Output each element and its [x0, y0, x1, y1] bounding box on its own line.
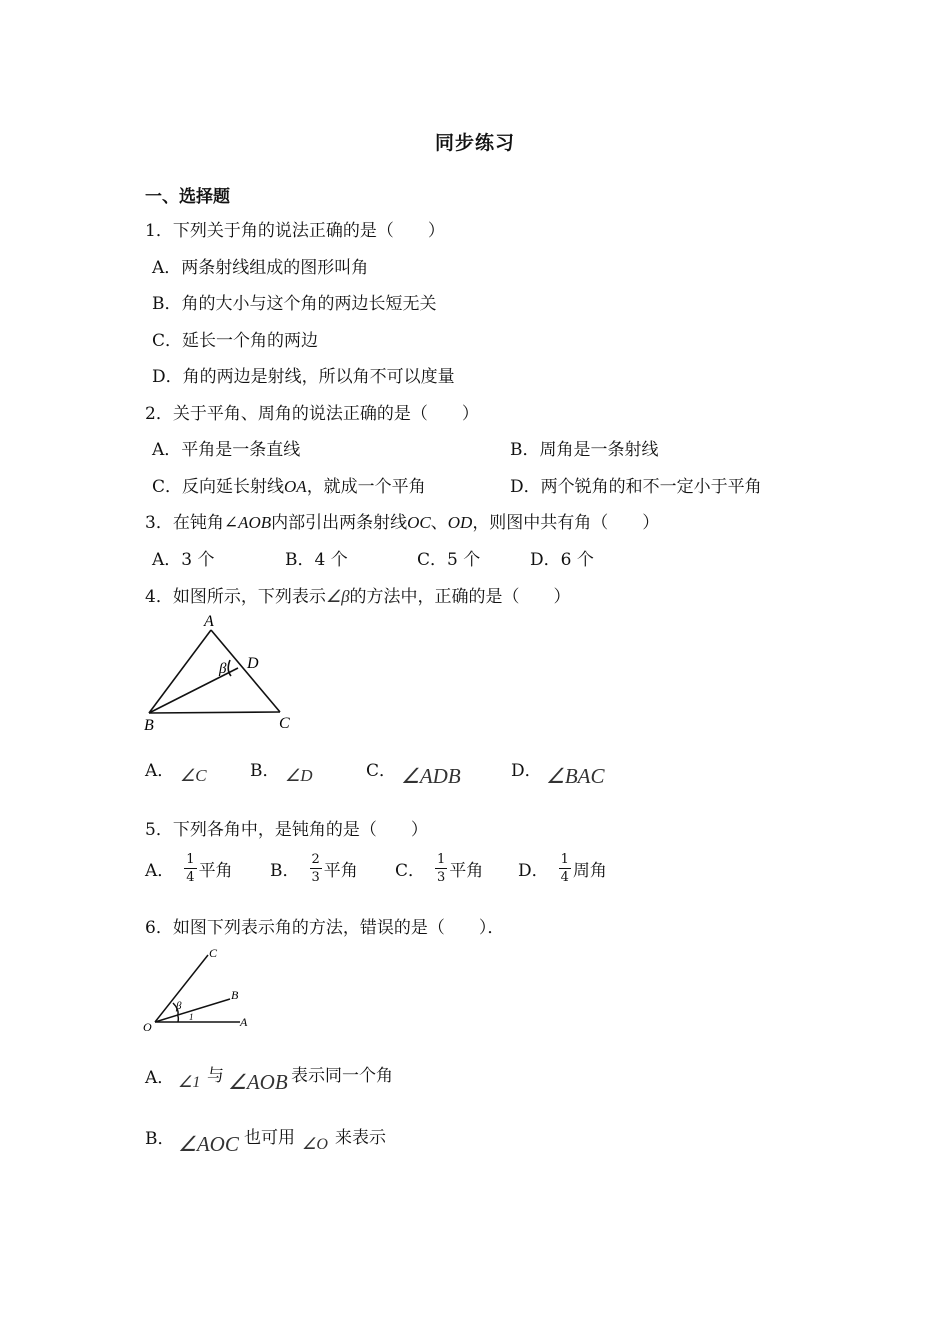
- angle-beta: ∠β: [325, 587, 350, 606]
- q1-option-b[interactable]: B．角的大小与这个角的两边长短无关: [152, 294, 437, 314]
- q4-option-c-value[interactable]: ∠ADB: [401, 764, 461, 788]
- q5-option-a-text: 平角: [198, 861, 233, 881]
- beta-arc: [228, 660, 231, 676]
- q5-option-d-text: 周角: [572, 861, 607, 881]
- q5-option-c-fraction: [435, 853, 447, 884]
- q3-stem-part-c: ，则图中共有角（ ）: [472, 513, 660, 533]
- q6-option-a-text2: 表示同一个角: [291, 1066, 393, 1086]
- q3-option-d[interactable]: D．6 个: [530, 550, 594, 570]
- page-title: 同步练习: [434, 132, 515, 154]
- q4-option-a-value[interactable]: ∠C: [180, 766, 207, 785]
- side-bc: [149, 712, 280, 713]
- q3-option-b[interactable]: B．4 个: [285, 550, 348, 570]
- q2-option-c-text: C．反向延长射线: [152, 477, 285, 497]
- q2-option-a[interactable]: A．平角是一条直线: [152, 440, 301, 460]
- fraction-denominator: 4: [186, 870, 195, 885]
- fraction-numerator: 2: [311, 852, 320, 867]
- q3-option-a[interactable]: A．3 个: [152, 550, 215, 570]
- label-a: A: [240, 1015, 248, 1029]
- q6-stem: 6．如图下列表示角的方法，错误的是（ ）．: [145, 918, 505, 938]
- q3-stem-part-b: 内部引出两条射线: [271, 513, 408, 533]
- q1-stem: 1．下列关于角的说法正确的是（ ）: [145, 221, 445, 241]
- angle-1-arc: [177, 1015, 178, 1022]
- label-b: B: [231, 988, 239, 1002]
- q3-option-c[interactable]: C．5 个: [417, 550, 481, 570]
- q5-option-b-fraction: [310, 853, 322, 884]
- fraction-numerator: 1: [186, 852, 195, 867]
- label-o: O: [143, 1020, 152, 1034]
- q6-option-a-text1: 与: [207, 1066, 224, 1086]
- ray-od: OD: [447, 513, 473, 532]
- fraction-denominator: 3: [311, 870, 320, 885]
- q6-option-a-letter[interactable]: A．: [145, 1068, 175, 1088]
- label-beta: β: [176, 1000, 182, 1012]
- angle-aob: ∠AOB: [223, 513, 272, 532]
- q6-option-b-text2: 来表示: [335, 1128, 386, 1148]
- q5-stem: 5．下列各角中，是钝角的是（ ）: [145, 820, 428, 840]
- q2-option-d[interactable]: D．两个锐角的和不一定小于平角: [510, 477, 762, 497]
- q6-option-b-text1: 也可用: [244, 1128, 295, 1148]
- q2-stem: 2．关于平角、周角的说法正确的是（ ）: [145, 404, 479, 424]
- label-c: C: [209, 946, 218, 960]
- q5-option-a-fraction: [184, 853, 196, 884]
- q6-option-b-angle1: ∠AOC: [178, 1132, 239, 1156]
- q6-option-a-angle2: ∠AOB: [228, 1070, 288, 1094]
- q4-triangle-figure: [140, 610, 310, 735]
- q5-option-c-text: 平角: [449, 861, 484, 881]
- q6-option-b-angle2: ∠O: [302, 1136, 328, 1153]
- q4-option-d-value[interactable]: ∠BAC: [546, 764, 605, 788]
- label-b: B: [144, 717, 154, 734]
- q2-option-c[interactable]: [152, 472, 426, 497]
- ray-oc: OC: [407, 513, 431, 532]
- q5-option-c[interactable]: [395, 853, 483, 884]
- ray-oc-line: [155, 955, 208, 1022]
- q4-stem: [145, 582, 571, 607]
- ray-oa: OA: [284, 477, 307, 496]
- q5-option-c-letter: C．: [395, 861, 426, 881]
- q5-option-d-letter: D．: [518, 861, 549, 881]
- q4-option-d-letter[interactable]: D．: [511, 761, 542, 781]
- label-one: 1: [189, 1012, 194, 1022]
- q4-stem-part-a: 4．如图所示，下列表示: [145, 587, 326, 607]
- q4-option-a-letter[interactable]: A．: [145, 761, 175, 781]
- q2-option-b[interactable]: B．周角是一条射线: [510, 440, 659, 460]
- q4-option-c-letter[interactable]: C．: [366, 761, 397, 781]
- q5-option-b[interactable]: [270, 853, 358, 884]
- fraction-numerator: 1: [437, 852, 446, 867]
- section-heading: 一、选择题: [145, 187, 230, 207]
- q4-option-b-letter[interactable]: B．: [250, 761, 280, 781]
- label-d: D: [247, 655, 259, 672]
- q3-stem-part-a: 3．在钝角: [145, 513, 224, 533]
- q2-option-c-tail: ，就成一个平角: [306, 477, 426, 497]
- side-ab: [149, 630, 211, 713]
- fraction-numerator: 1: [560, 852, 569, 867]
- q6-angle-figure: [140, 943, 260, 1038]
- q6-option-a-angle1: ∠1: [178, 1074, 201, 1091]
- fraction-denominator: 4: [560, 870, 569, 885]
- label-c: C: [279, 715, 290, 732]
- q3-stem: [145, 508, 659, 533]
- label-a: A: [204, 613, 214, 630]
- q4-stem-part-b: 的方法中，正确的是（ ）: [349, 587, 571, 607]
- q5-option-d[interactable]: [518, 853, 607, 884]
- q1-option-a[interactable]: A．两条射线组成的图形叫角: [152, 258, 369, 278]
- q1-option-c[interactable]: C．延长一个角的两边: [152, 331, 319, 351]
- q5-option-b-text: 平角: [323, 861, 358, 881]
- q3-separator: 、: [430, 513, 448, 533]
- q5-option-a-letter: A．: [145, 861, 175, 881]
- label-beta: β: [219, 661, 227, 677]
- q4-option-b-value[interactable]: ∠D: [285, 766, 313, 785]
- q6-option-b-letter[interactable]: B．: [145, 1129, 175, 1149]
- q1-option-d[interactable]: D．角的两边是射线，所以角不可以度量: [152, 367, 455, 387]
- fraction-denominator: 3: [437, 870, 446, 885]
- q5-option-a[interactable]: [145, 853, 233, 884]
- q5-option-d-fraction: [559, 853, 571, 884]
- q5-option-b-letter: B．: [270, 861, 300, 881]
